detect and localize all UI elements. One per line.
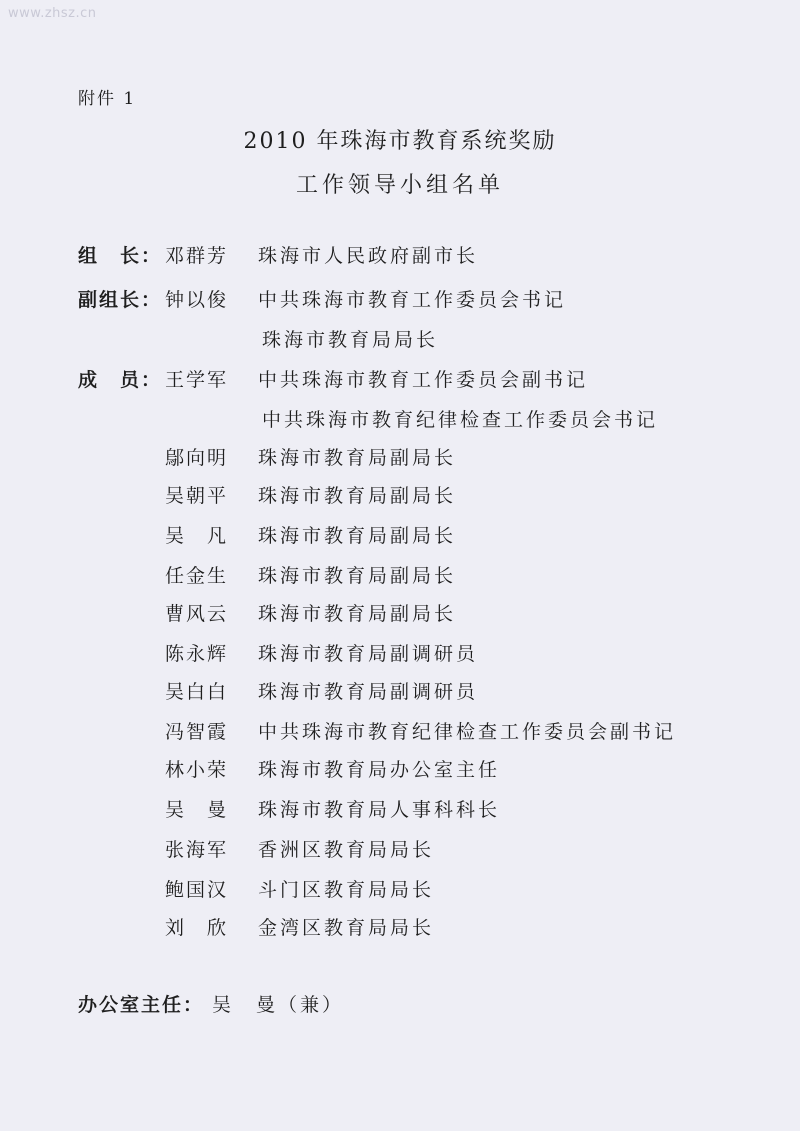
member-position: 斗门区教育局局长	[258, 879, 435, 901]
member-position: 珠海市教育局副局长	[258, 485, 457, 507]
office-director-label: 办公室主任：	[78, 994, 205, 1016]
member-position: 珠海市教育局副调研员	[258, 643, 479, 665]
member-position: 珠海市教育局副局长	[258, 447, 457, 469]
member-position: 珠海市教育局副局长	[258, 603, 457, 625]
member-position: 中共珠海市教育纪律检查工作委员会书记	[262, 409, 659, 431]
member-position: 金湾区教育局局长	[258, 917, 435, 939]
member-name: 吴 凡	[165, 525, 229, 547]
member-position: 中共珠海市教育工作委员会副书记	[258, 369, 589, 391]
member-position: 珠海市教育局副局长	[258, 565, 457, 587]
member-name: 任金生	[165, 565, 229, 587]
member-name: 鄔向明	[165, 447, 229, 469]
member-name: 吴朝平	[165, 485, 229, 507]
role-label: 组 长：	[78, 245, 163, 267]
member-position: 珠海市教育局办公室主任	[258, 759, 501, 781]
member-position: 珠海市人民政府副市长	[258, 245, 479, 267]
member-position: 珠海市教育局局长	[262, 329, 439, 351]
role-label: 副组长：	[78, 289, 163, 311]
member-position: 珠海市教育局副调研员	[258, 681, 479, 703]
member-name: 曹风云	[165, 603, 229, 625]
office-director-line	[78, 991, 344, 1019]
member-name: 陈永辉	[165, 643, 229, 665]
member-position: 珠海市教育局人事科科长	[258, 799, 501, 821]
member-name: 林小荣	[165, 759, 229, 781]
member-position: 中共珠海市教育工作委员会书记	[258, 289, 567, 311]
watermark-text: www.zhsz.cn	[8, 6, 97, 21]
member-name: 吴白白	[165, 681, 229, 703]
office-director-value: 吴 曼（兼）	[212, 994, 345, 1016]
document-title-line1: 2010 年珠海市教育系统奖励	[243, 129, 557, 154]
member-name: 吴 曼	[165, 799, 229, 821]
member-name: 刘 欣	[165, 917, 229, 939]
member-position: 香洲区教育局局长	[258, 839, 435, 861]
member-name: 王学军	[165, 369, 229, 391]
member-position: 珠海市教育局副局长	[258, 525, 457, 547]
role-label: 成 员：	[78, 369, 163, 391]
member-name: 鲍国汉	[165, 879, 229, 901]
member-name: 邓群芳	[165, 245, 229, 267]
member-position: 中共珠海市教育纪律检查工作委员会副书记	[258, 721, 677, 743]
member-name: 张海军	[165, 839, 229, 861]
member-name: 钟以俊	[165, 289, 229, 311]
document-title-line2: 工作领导小组名单	[295, 173, 504, 198]
attachment-label: 附件 1	[78, 89, 137, 109]
member-name: 冯智霞	[165, 721, 229, 743]
